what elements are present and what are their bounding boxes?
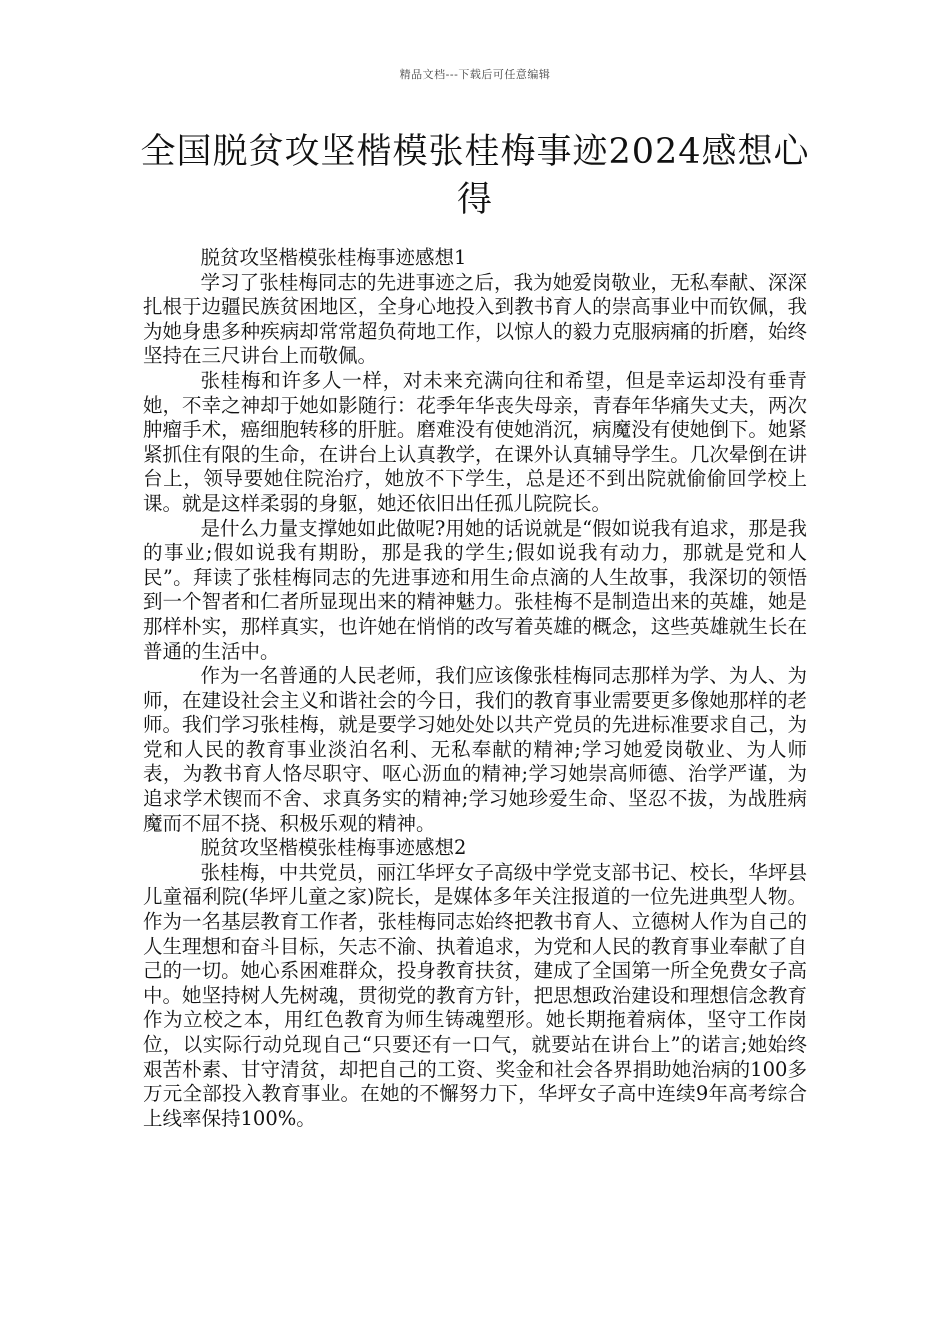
- body-paragraph: 张桂梅，中共党员，丽江华坪女子高级中学党支部书记、校长，华坪县儿童福利院(华坪儿童之家)院长，是媒体多年关注报道的一位先进典型人物。作为一名基层教育工作者，张桂梅同志始终把教书育人、立德树人作为自己的人生理想和奋斗目标，矢志不渝、执着追求，为党和人民的教育事业奉献了自己的一切。她心系困难群众，投身教育扶贫，建成了全国第一所全免费女子高中。她坚持树人先树魂，贯彻党的教育方针，把思想政治建设和理想信念教育作为立校之本，用红色教育为师生铸魂塑形。她长期拖着病体，坚守工作岗位，以实际行动兑现自己“只要还有一口气，就要站在讲台上”的诺言;她始终艰苦朴素、甘守清贫，却把自己的工资、奖金和社会各界捐助她治病的100多万元全部投入教育事业。在她的不懈努力下，华坪女子高中连续9年高考综合上线率保持100%。: [143, 860, 807, 1130]
- body-paragraph: 是什么力量支撑她如此做呢?用她的话说就是“假如说我有追求，那是我的事业;假如说我有期盼，那是我的学生;假如说我有动力，那就是党和人民”。拜读了张桂梅同志的先进事迹和用生命点滴的人生故事，我深切的领悟到一个智者和仁者所显现出来的精神魅力。张桂梅不是制造出来的英雄，她是那样朴实，那样真实，也许她在悄悄的改写着英雄的概念，这些英雄就生长在普通的生活中。: [143, 516, 807, 663]
- section-heading-1: 脱贫攻坚楷模张桂梅事迹感想1: [200, 246, 467, 269]
- header-note: 精品文档---下载后可任意编辑: [399, 68, 551, 81]
- body-paragraph: 学习了张桂梅同志的先进事迹之后，我为她爱岗敬业，无私奉献、深深扎根于边疆民族贫困地区，全身心地投入到教书育人的崇高事业中而钦佩，我为她身患多种疾病却常常超负荷地工作，以惊人的毅力克服病痛的折磨，始终坚持在三尺讲台上而敬佩。: [143, 270, 807, 368]
- section-heading-2: 脱贫攻坚楷模张桂梅事迹感想2: [200, 836, 467, 860]
- body-paragraph: 张桂梅和许多人一样，对未来充满向往和希望，但是幸运却没有垂青她，不幸之神却于她如影随行：花季年华丧失母亲，青春年华痛失丈夫，两次肿瘤手术，癌细胞转移的肝脏。磨难没有使她消沉，病魔没有使她倒下。她紧紧抓住有限的生命，在讲台上认真教学，在课外认真辅导学生。几次晕倒在讲台上，领导要她住院治疗，她放不下学生，总是还不到出院就偷偷回学校上课。就是这样柔弱的身躯，她还依旧出任孤儿院院长。: [143, 368, 807, 515]
- document-body: [143, 246, 807, 1131]
- body-paragraph: 作为一名普通的人民老师，我们应该像张桂梅同志那样为学、为人、为师，在建设社会主义和谐社会的今日，我们的教育事业需要更多像她那样的老师。我们学习张桂梅，就是要学习她处处以共产党员的先进标准要求自己，为党和人民的教育事业淡泊名利、无私奉献的精神;学习她爱岗敬业、为人师表，为教书育人恪尽职守、呕心沥血的精神;学习她崇高师德、治学严谨，为追求学术锲而不舍、求真务实的精神;学习她珍爱生命、坚忍不拔，为战胜病魔而不屈不挠、积极乐观的精神。: [143, 664, 807, 835]
- document-title: 全国脱贫攻坚楷模张桂梅事迹2024感想心得: [140, 132, 810, 220]
